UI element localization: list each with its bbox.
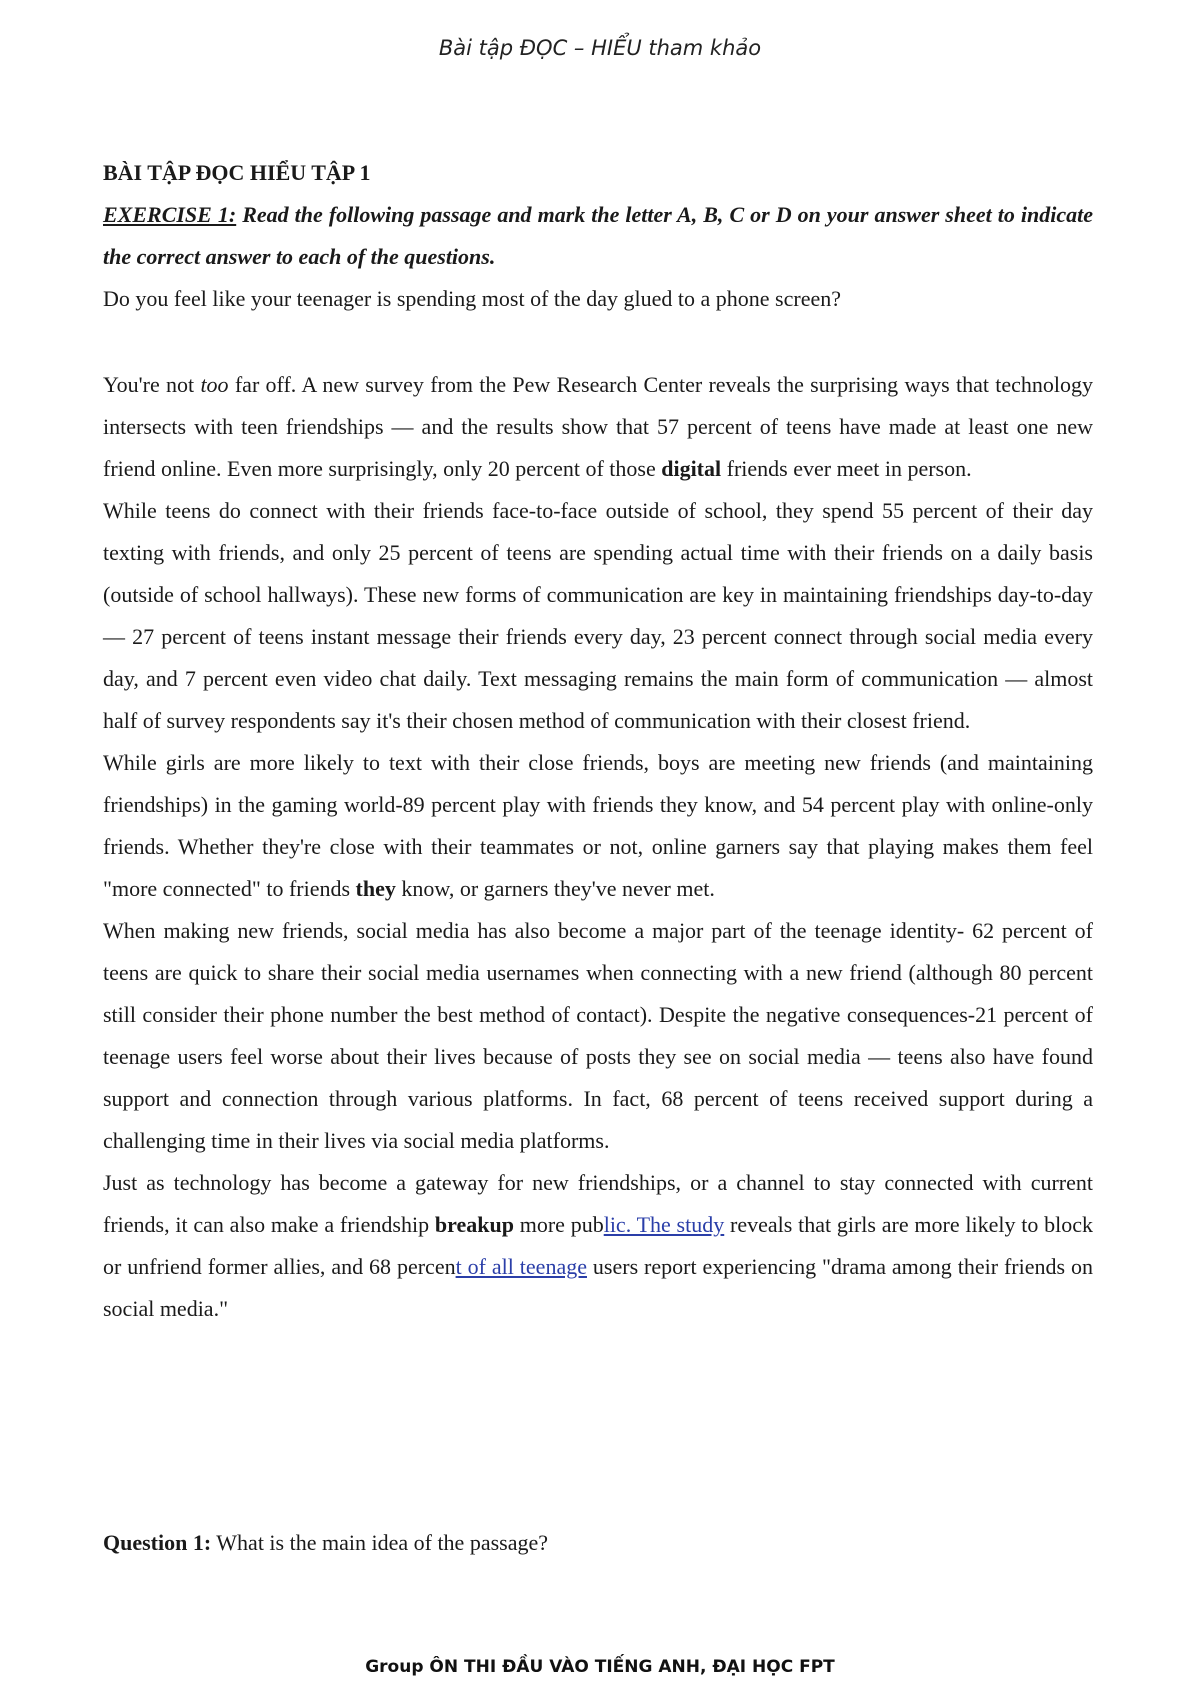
p5-text-a: Just as technology has become a gateway for new friendships, or a channel to stay connected with current friends, it can also make a friendship bbox=[103, 1170, 1093, 1237]
passage-paragraph-1 bbox=[103, 364, 1093, 490]
page-footer: Group ÔN THI ĐẦU VÀO TIẾNG ANH, ĐẠI HỌC FPT bbox=[365, 1657, 835, 1677]
teenage-link[interactable]: t of all teenage bbox=[455, 1254, 587, 1279]
running-header: Bài tập ĐỌC – HIỂU tham khảo bbox=[438, 36, 762, 60]
p3-text-b: know, or garners they've never met. bbox=[395, 876, 715, 901]
p5-text-d: users report experiencing "drama among their friends on social media." bbox=[103, 1254, 1093, 1321]
p5-text-b: more pub bbox=[513, 1212, 604, 1237]
p1-text-a: You're not bbox=[103, 372, 201, 397]
question-1 bbox=[103, 1522, 548, 1564]
exercise-instruction-text: Read the following passage and mark the letter A, B, C or D on your answer sheet to indicate the correct answer to each of the questions. bbox=[103, 202, 1093, 269]
exercise-instruction bbox=[103, 194, 1093, 278]
question-label: Question 1: bbox=[103, 1530, 212, 1555]
document-body bbox=[103, 152, 1093, 1330]
passage-paragraph-2: While teens do connect with their friends face-to-face outside of school, they spend 55 percent of their day texting with friends, and only 25 percent of teens are spending actual time with their friends on a daily basis (outside of school hallways). These new forms of communication are key in maintaining friendships day-to-day — 27 percent of teens instant message their friends every day, 23 percent connect through social media every day, and 7 percent even video chat daily. Text messaging remains the main form of communication — almost half of survey respondents say it's their chosen method of communication with their closest friend. bbox=[103, 498, 1093, 733]
document-title: BÀI TẬP ĐỌC HIỂU TẬP 1 bbox=[103, 160, 371, 185]
passage-paragraph-4: When making new friends, social media has also become a major part of the teenage identity- 62 percent of teens are quick to share their social media usernames when connecting with a new friend (although 80 percent still consider their phone number the best method of contact). Despite the negative consequences-21 percent of teenage users feel worse about their lives because of posts they see on social media — teens also have found support and connection through various platforms. In fact, 68 percent of teens received support during a challenging time in their lives via social media platforms. bbox=[103, 918, 1093, 1153]
p3-text-a: While girls are more likely to text with their close friends, boys are meeting new friends (and maintaining friendships) in the gaming world-89 percent play with friends they know, and 54 percent play with online-only friends. Whether they're close with their teammates or not, online garners say that playing makes them feel "more connected" to friends bbox=[103, 750, 1093, 901]
passage-paragraph-5 bbox=[103, 1162, 1093, 1330]
p1-bold-digital: digital bbox=[661, 456, 722, 481]
p5-bold-breakup: breakup bbox=[434, 1212, 514, 1237]
exercise-label: EXERCISE 1: bbox=[103, 202, 237, 227]
question-text: What is the main idea of the passage? bbox=[211, 1530, 548, 1555]
p1-text-b: far off. A new survey from the Pew Research Center reveals the surprising ways that technology intersects with teen friendships — and the results show that 57 percent of teens have made at least one new friend online. Even more surprisingly, only 20 percent of those bbox=[103, 372, 1094, 481]
p3-bold-they: they bbox=[355, 876, 396, 901]
paragraph-gap bbox=[103, 320, 1093, 364]
p1-text-c: friends ever meet in person. bbox=[721, 456, 972, 481]
study-link[interactable]: lic. The study bbox=[603, 1212, 725, 1237]
p5-text-c: reveals that girls are more likely to block or unfriend former allies, and 68 percen bbox=[103, 1212, 1094, 1279]
intro-question: Do you feel like your teenager is spending most of the day glued to a phone screen? bbox=[103, 286, 841, 311]
passage-paragraph-3 bbox=[103, 742, 1093, 910]
p1-emphasis-too: too bbox=[200, 372, 229, 397]
